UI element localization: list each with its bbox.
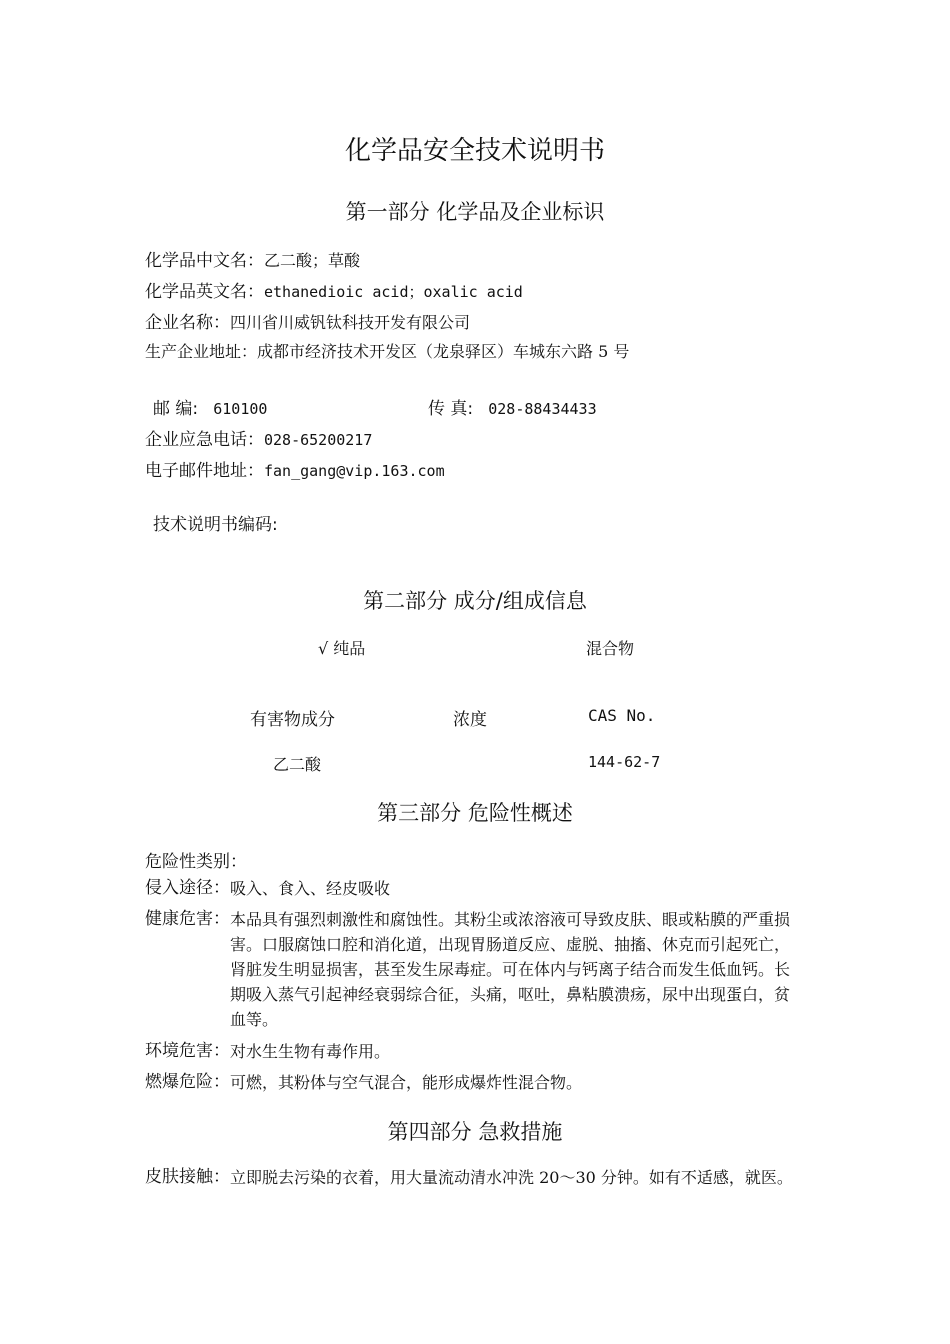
address-label: 生产企业地址：	[145, 342, 258, 361]
company-row	[145, 308, 470, 333]
fax-row	[428, 394, 597, 419]
table-header-cas: CAS No.	[588, 706, 656, 725]
cn-name-value: 乙二酸；草酸	[264, 251, 361, 270]
fax-value: 028-88434433	[488, 400, 597, 418]
skin-contact-value: 立即脱去污染的衣着，用大量流动清水冲洗 20～30 分钟。如有不适感，就医。	[230, 1168, 793, 1187]
mixture-option: 混合物	[586, 639, 635, 658]
postcode-label: 邮 编:	[153, 399, 199, 419]
table-header-component: 有害物成分	[250, 710, 335, 730]
fire-value: 可燃，其粉体与空气混合，能形成爆炸性混合物。	[230, 1073, 583, 1092]
environment-label: 环境危害：	[145, 1041, 230, 1061]
phone-row	[145, 425, 372, 450]
cn-name-label: 化学品中文名：	[145, 251, 264, 271]
environment-value: 对水生生物有毒作用。	[230, 1042, 391, 1061]
postcode-row	[153, 394, 267, 419]
email-row	[145, 456, 445, 481]
skin-contact-row	[145, 1165, 805, 1190]
fire-label: 燃爆危险：	[145, 1072, 230, 1092]
phone-value: 028-65200217	[264, 431, 373, 449]
postcode-value: 610100	[213, 400, 268, 418]
email-value: fan_gang@vip.163.com	[264, 462, 445, 480]
phone-label: 企业应急电话：	[145, 430, 264, 450]
fire-row	[145, 1070, 805, 1095]
section-heading-part2: 第二部分 成分/组成信息	[363, 589, 587, 613]
health-row	[145, 907, 805, 1032]
fax-label: 传 真:	[428, 399, 474, 419]
en-name-value: ethanedioic acid；oxalic acid	[264, 283, 523, 301]
email-label: 电子邮件地址：	[145, 461, 264, 481]
health-label: 健康危害：	[145, 909, 230, 929]
address-row	[145, 339, 629, 362]
table-cell-cas: 144-62-7	[588, 753, 661, 771]
route-label: 侵入途径：	[145, 878, 230, 898]
cn-name-row	[145, 246, 360, 271]
code-label: 技术说明书编码:	[153, 515, 278, 535]
skin-contact-label: 皮肤接触：	[145, 1167, 230, 1187]
section-heading-part4: 第四部分 急救措施	[387, 1120, 563, 1144]
health-value: 本品具有强烈刺激性和腐蚀性。其粉尘或浓溶液可导致皮肤、眼或粘膜的严重损害。口服腐蚀口腔和消化道，出现胃肠道反应、虚脱、抽搐、休克而引起死亡，肾脏发生明显损害，甚至发生尿毒症。可在体内与钙离子结合而发生低血钙。长期吸入蒸气引起神经衰弱综合征，头痛，呕吐，鼻粘膜溃疡，尿中出现蛋白，贫血等。	[230, 910, 791, 1029]
en-name-label: 化学品英文名：	[145, 282, 264, 302]
document-title: 化学品安全技术说明书	[344, 136, 605, 166]
environment-row	[145, 1039, 805, 1064]
pure-option: √ 纯品	[318, 639, 366, 658]
route-row	[145, 876, 805, 901]
hazard-category-label: 危险性类别：	[145, 852, 247, 872]
table-header-concentration: 浓度	[453, 710, 487, 730]
route-value: 吸入、食入、经皮吸收	[230, 879, 391, 898]
company-value: 四川省川威钒钛科技开发有限公司	[230, 313, 471, 332]
company-label: 企业名称：	[145, 313, 230, 333]
en-name-row	[145, 277, 523, 302]
section-heading-part3: 第三部分 危险性概述	[377, 801, 573, 825]
section-heading-part1: 第一部分 化学品及企业标识	[345, 200, 605, 224]
table-cell-component: 乙二酸	[273, 755, 322, 774]
address-value: 成都市经济技术开发区（龙泉驿区）车城东六路 5 号	[257, 342, 630, 361]
